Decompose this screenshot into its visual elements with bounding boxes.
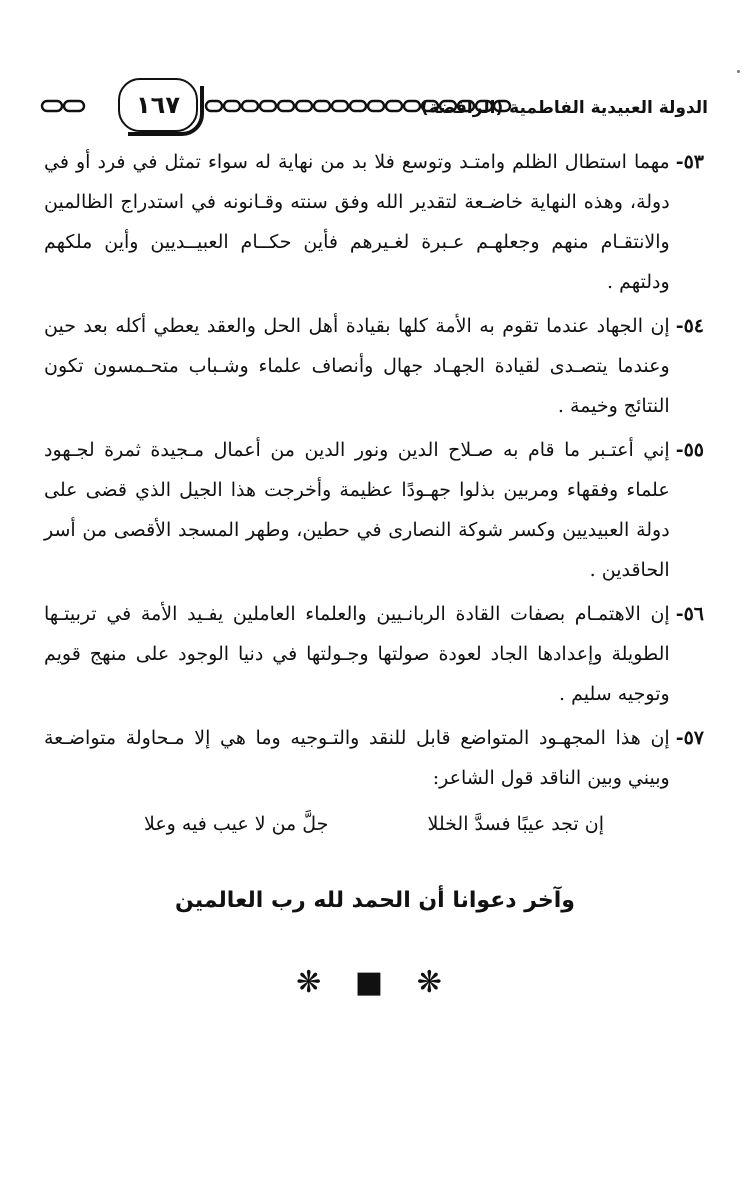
list-item — [44, 306, 704, 426]
page-number-frame — [118, 78, 198, 132]
chain-ornament-long — [204, 98, 512, 114]
header-title: الدولة العبيدية الفاطمية (الرافضة) — [420, 98, 708, 118]
item-text: إني أعتـبر ما قام به صـلاح الدين ونور الدين من أعمال مـجيدة ثمرة لجـهود علماء وفقهاء ومربين بذلوا جهـودًا عظيمة وأخرجت هذا الجيل الذي قضى على دولة العبيديين وكسر شوكة النصارى في حطين، وطهر المسجد الأقصى من أسر الحاقدين . — [44, 439, 670, 581]
end-ornament: ❋ ■ ❋ — [296, 965, 454, 1000]
poetry-verse — [144, 804, 604, 844]
verse-second-hemistich: جلَّ من لا عيب فيه وعلا — [144, 813, 329, 835]
item-text: إن الاهتمـام بصفات القادة الربانـيين والعلماء العاملين يفـيد الأمة في تربيتـها الطويلة وإعدادها الجاد لعودة صولتها وجـولتها في دنيا الوجود على منهج قويم وتوجيه سليم . — [44, 603, 670, 705]
running-header — [40, 78, 708, 134]
page-number: ١٦٧ — [136, 91, 180, 119]
item-number: ٥٣- — [675, 151, 704, 173]
chain-ornament-short — [40, 98, 86, 114]
item-number: ٥٥- — [675, 439, 704, 461]
item-text: مهما استطال الظلم وامتـد وتوسع فلا بد من نهاية له سواء تمثل في فرد أو في دولة، وهذه النهاية خاضـعة لتقدير الله وفق سنته وقـانونه في استدراج الظالمين والانتقـام منهم وجعلهـم عـبرة لغـيرهم فأين حكــام العبيــديين وأين ملكهم ودلتهم . — [44, 151, 670, 293]
list-item — [44, 142, 704, 302]
verse-first-hemistich: إن تجد عيبًا فسدَّ الخللا — [427, 813, 604, 835]
closing-line: وآخر دعوانا أن الحمد لله رب العالمين — [175, 888, 575, 913]
list-item — [44, 594, 704, 714]
item-number: ٥٦- — [675, 603, 704, 625]
list-item — [44, 430, 704, 590]
item-number: ٥٤- — [675, 315, 704, 337]
item-number: ٥٧- — [675, 727, 704, 749]
body-text — [44, 142, 704, 844]
list-item — [44, 718, 704, 798]
scan-speck — [737, 70, 740, 73]
item-text: إن هذا المجهـود المتواضع قابل للنقد والتـوجيه وما هي إلا مـحاولة متواضـعة وبيني وبين الناقد قول الشاعر: — [44, 727, 670, 789]
item-text: إن الجهاد عندما تقوم به الأمة كلها بقيادة أهل الحل والعقد يعطي أكله بعد حين وعندما يتصـدى لقيادة الجهـاد جهال وأنصاف علماء وشـباب متحـمسون تكون النتائج وخيمة . — [44, 315, 670, 417]
